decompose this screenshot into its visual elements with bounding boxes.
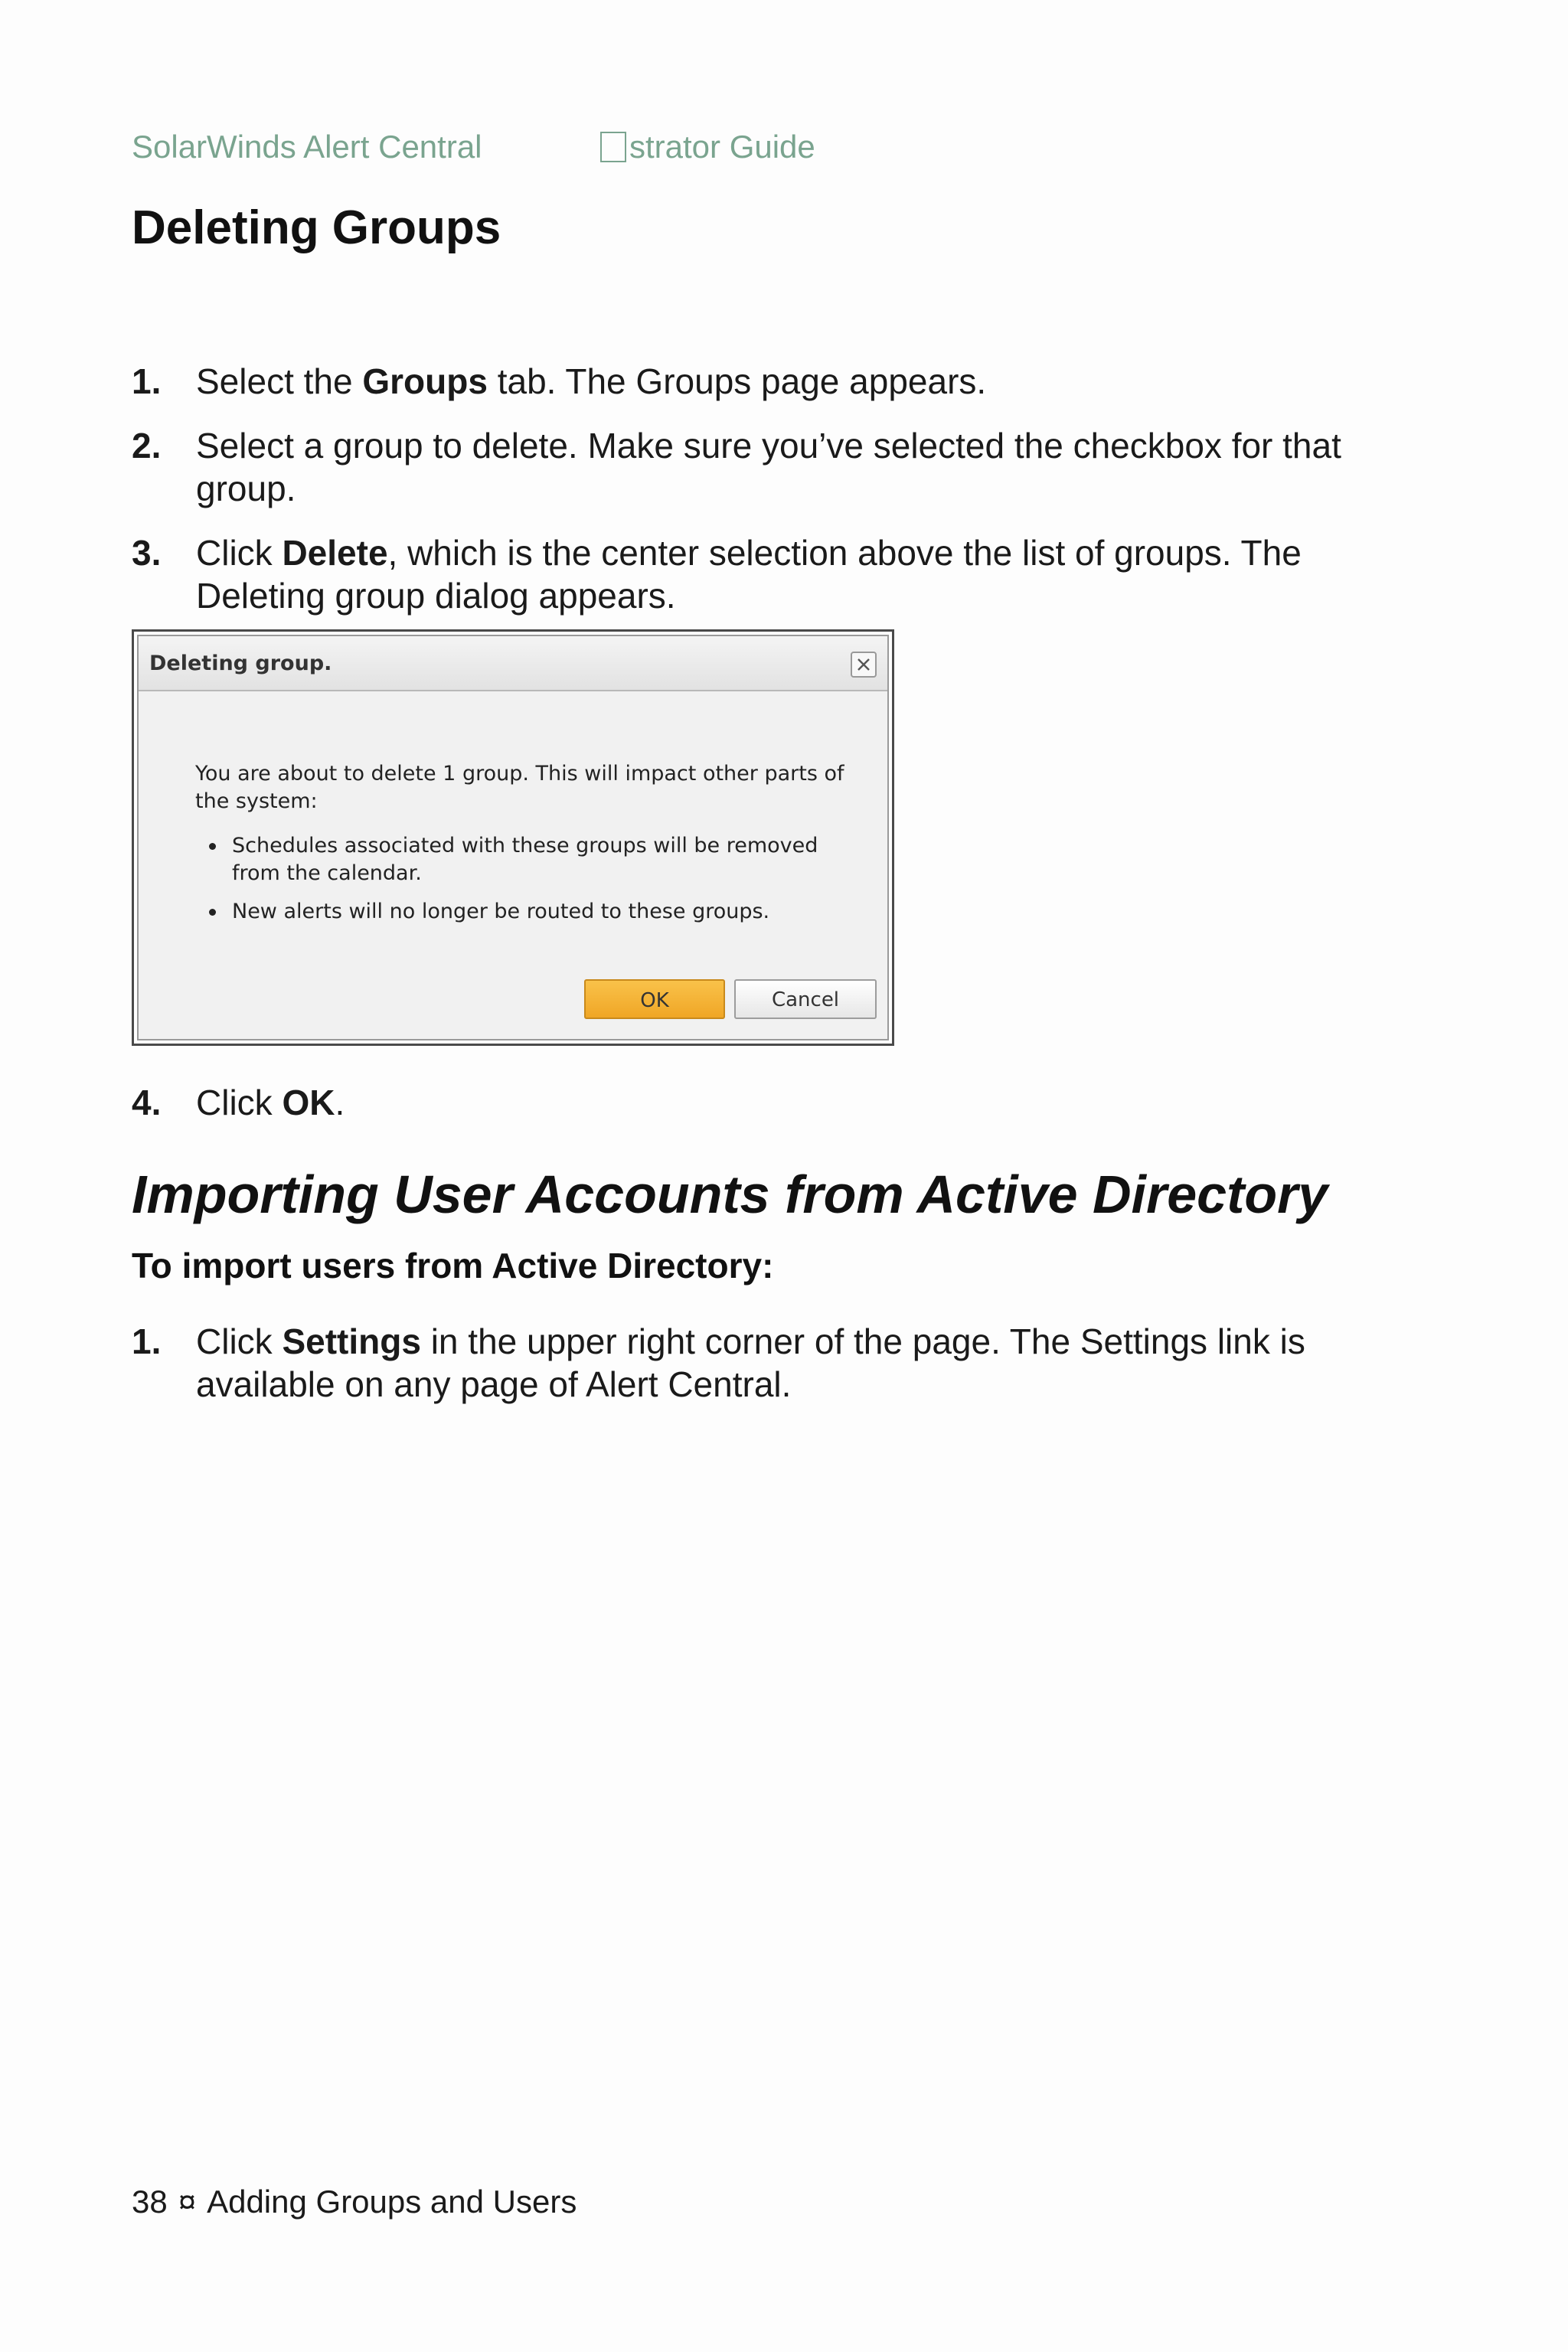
step-text: Click OK. — [196, 1083, 345, 1122]
cancel-button[interactable]: Cancel — [734, 979, 877, 1019]
dialog-bullet-list — [209, 832, 844, 936]
list-item: Schedules associated with these groups will be removed from the calendar. — [209, 832, 844, 887]
subsection-title: Importing User Accounts from Active Directory — [132, 1165, 1328, 1224]
dialog-titlebar — [139, 636, 887, 691]
bullet-icon — [209, 843, 216, 850]
step-text: Click Delete, which is the center selection above the list of groups. The Deleting group dialog appears. — [196, 533, 1302, 616]
list-item: New alerts will no longer be routed to these groups. — [209, 898, 844, 926]
header-guide-text: strator Guide — [629, 129, 815, 165]
page-footer — [132, 2184, 577, 2220]
chapter-title: Adding Groups and Users — [207, 2184, 577, 2220]
footer-separator: ¤ — [178, 2184, 197, 2220]
step-number: 2. — [132, 426, 162, 466]
header-product: SolarWinds Alert Central — [132, 129, 482, 165]
page-number: 38 — [132, 2184, 168, 2220]
section-title: Deleting Groups — [132, 201, 501, 254]
step-text: Click Settings in the upper right corner of the page. The Settings link is available on any page of Alert Central. — [196, 1321, 1305, 1404]
close-icon[interactable] — [851, 652, 877, 678]
step-number: 4. — [132, 1083, 162, 1122]
dialog-screenshot — [132, 629, 894, 1046]
procedure-heading: To import users from Active Directory: — [132, 1246, 774, 1285]
step-number: 1. — [132, 361, 162, 401]
ok-button[interactable]: OK — [584, 979, 725, 1019]
step-number: 3. — [132, 533, 162, 573]
step-text: Select a group to delete. Make sure you’ve selected the checkbox for that group. — [196, 426, 1341, 508]
dialog-message: You are about to delete 1 group. This will impact other parts of the system: — [195, 762, 844, 813]
dialog-title: Deleting group. — [149, 652, 332, 675]
missing-glyph-icon — [600, 132, 626, 162]
bullet-icon — [209, 909, 216, 916]
step-number: 1. — [132, 1321, 162, 1361]
step-text: Select the Groups tab. The Groups page appears. — [196, 361, 987, 401]
deleting-group-dialog — [137, 635, 889, 1040]
header-guide — [600, 129, 815, 165]
